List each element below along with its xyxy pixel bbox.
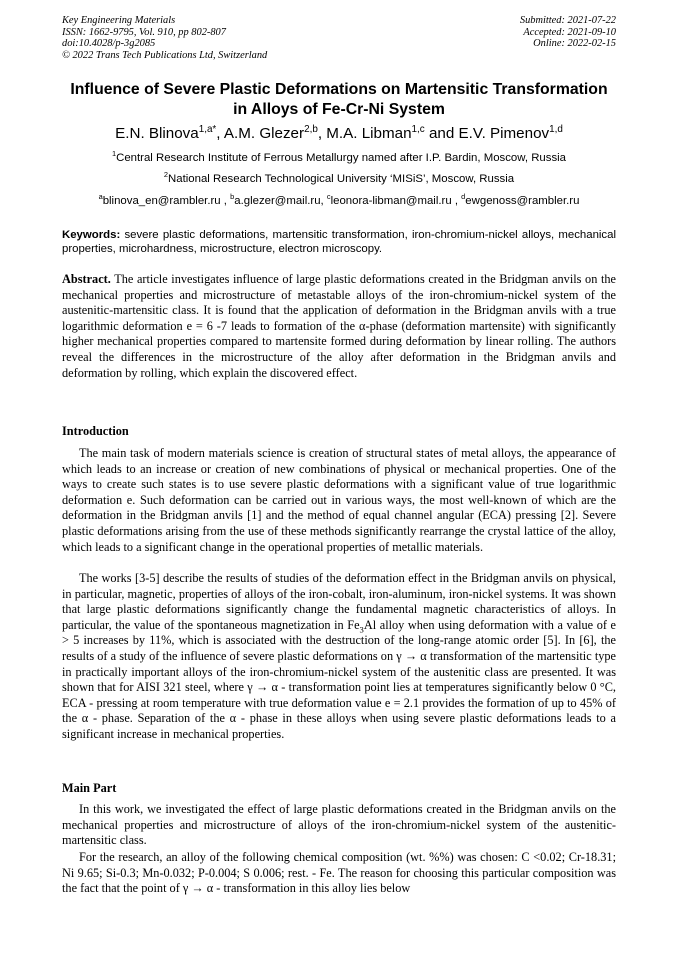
keywords-text: severe plastic deformations, martensitic transformation, iron-chromium-nickel alloys, mechanical properties, microhardness, microstructure, electron microscopy. bbox=[62, 229, 616, 255]
affiliation-number: 2 bbox=[163, 170, 169, 180]
author-superscript: 1,d bbox=[549, 123, 563, 135]
journal-doi[interactable]: doi:10.4028/p-3g2085 bbox=[62, 38, 156, 50]
author-separator: and bbox=[424, 125, 459, 142]
author-separator: , bbox=[216, 125, 224, 142]
email-separator: , bbox=[320, 195, 327, 207]
email-address[interactable]: leonora-libman@mail.ru bbox=[330, 195, 452, 207]
subscript: 3 bbox=[359, 624, 364, 635]
paragraph-text: Al alloy when using deformation with a value of e > 5 increases by 11%, which is associated with the destruction of the long-range atomic order [5]. In [6], the results of a study of the influence of severe plastic deformations on γ → α transformation of the martensitic type in practically important alloys of the iron-chromium-nickel system of the austenitic class are presented. It was shown that for AISI 321 steel, where γ → α - transformation point lies at temperatures significantly below 0 °C, ECA - pressing at room temperature with true deformation value e = 2.1 provides the formation of up to 45% of the α - phase. Separation of the α - phase in these alloys when using severe plastic deformations leads to a significant increase in mechanical properties. bbox=[62, 617, 616, 741]
author-superscript: 2,b bbox=[304, 123, 318, 135]
author-emails bbox=[20, 194, 658, 208]
accepted-date: Accepted: 2021-09-10 bbox=[523, 26, 616, 38]
affiliation-text: National Research Technological University ‘MISiS’, Moscow, Russia bbox=[168, 173, 515, 185]
abstract-label: Abstract. bbox=[62, 272, 111, 286]
author-name: M.A. Libman bbox=[326, 125, 412, 142]
introduction-paragraph-2 bbox=[62, 571, 616, 743]
email-address[interactable]: ewgenoss@rambler.ru bbox=[465, 195, 580, 207]
keywords-label: Keywords: bbox=[62, 229, 121, 241]
email-superscript: b bbox=[230, 192, 235, 202]
submitted-date: Submitted: 2021-07-22 bbox=[519, 15, 616, 26]
abstract-block bbox=[62, 272, 616, 381]
affiliation-2 bbox=[20, 172, 658, 186]
email-address[interactable]: a.glezer@mail.ru bbox=[234, 195, 321, 207]
main-part-paragraph-1: In this work, we investigated the effect of large plastic deformations created in the Bridgman anvils on the mechanical properties and microstructure of alloys of the iron-chromium-nickel system of the austenitic-martensitic class. bbox=[62, 802, 616, 848]
title-line-2: in Alloys of Fe-Cr-Ni System bbox=[233, 101, 445, 118]
email-separator: , bbox=[220, 195, 231, 207]
title-line-1: Influence of Severe Plastic Deformations on Martensitic Transformation bbox=[70, 81, 608, 98]
email-address[interactable]: blinova_en@rambler.ru bbox=[102, 195, 221, 207]
author-name: E.V. Pimenov bbox=[458, 125, 550, 142]
email-superscript: d bbox=[461, 192, 466, 202]
email-superscript: c bbox=[326, 192, 331, 202]
dates-header bbox=[520, 15, 616, 50]
journal-issn: ISSN: 1662-9795, Vol. 910, pp 802-807 bbox=[62, 26, 226, 38]
journal-header bbox=[62, 15, 267, 61]
introduction-paragraph-1: The main task of modern materials science is creation of structural states of metal alloys, the appearance of which leads to an increase or creation of new combinations of physical or mechanical properties. One of the ways to create such states is to use severe plastic deformations with a significant value of true logarithmic deformation e. Such deformation can be carried out in various ways, the most well-known of which are the deformation in the Bridgman anvils [1] and the method of equal channel angular (ECA) pressing [2]. Severe plastic deformations arising from the use of these methods significantly rearrange the crystal lattice of the alloy, which leads to a significant change in the operational properties of metallic materials. bbox=[62, 446, 616, 554]
main-part-heading: Main Part bbox=[62, 781, 117, 795]
main-part-paragraph-2: For the research, an alloy of the following chemical composition (wt. %%) was chosen: C <0.02; Cr-18.31; Ni 9.65; Si-0.3; Mn-0.032; P-0.004; S 0.006; rest. - Fe. The reason for choosing this particular composition was the fact that the point of γ → α - transformation in this alloy lies below bbox=[62, 850, 616, 896]
journal-name: Key Engineering Materials bbox=[62, 15, 176, 26]
affiliation-text: Central Research Institute of Ferrous Metallurgy named after I.P. Bardin, Moscow, Russia bbox=[116, 152, 567, 164]
journal-copyright: © 2022 Trans Tech Publications Ltd, Switzerland bbox=[62, 49, 268, 61]
affiliation-1 bbox=[20, 151, 658, 165]
affiliation-number: 1 bbox=[111, 149, 117, 159]
author-name: E.N. Blinova bbox=[115, 125, 199, 142]
author-separator: , bbox=[317, 125, 327, 142]
author-superscript: 1,a* bbox=[198, 123, 217, 135]
abstract-text: The article investigates influence of large plastic deformations created in the Bridgman anvils on the mechanical properties and microstructure of metastable alloys of the iron-chromium-nickel system of the austenitic-martensitic class. It is found that the application of deformation in the Bridgman anvils with a true logarithmic deformation e = 6 -7 leads to formation of the α-phase (deformation martensite) with significantly higher mechanical properties compared to martensite formed during deformation by linear rolling. The authors reveal the differences in the microstructure of the alloy after deformation in the Bridgman anvils and deformation by rolling, which explain the discovered effect. bbox=[62, 272, 616, 380]
keywords-block bbox=[62, 228, 616, 256]
email-superscript: a bbox=[98, 192, 103, 202]
online-date: Online: 2022-02-15 bbox=[533, 38, 616, 50]
author-list bbox=[20, 125, 658, 143]
introduction-heading: Introduction bbox=[62, 424, 129, 438]
email-separator: , bbox=[451, 195, 462, 207]
paper-title bbox=[40, 80, 638, 120]
author-superscript: 1,c bbox=[411, 123, 425, 135]
author-name: A.M. Glezer bbox=[223, 125, 305, 142]
paragraph-text: The works [3-5] describe the results of studies of the deformation effect in the Bridgman anvils on physical, in particular, magnetic, properties of alloys of the iron-cobalt, iron-aluminum, iron-nickel systems. It was shown that large plastic deformations significantly change the fundamental magnetic characteristics of alloys. In particular, the value of the spontaneous magnetization in Fe bbox=[62, 571, 616, 632]
